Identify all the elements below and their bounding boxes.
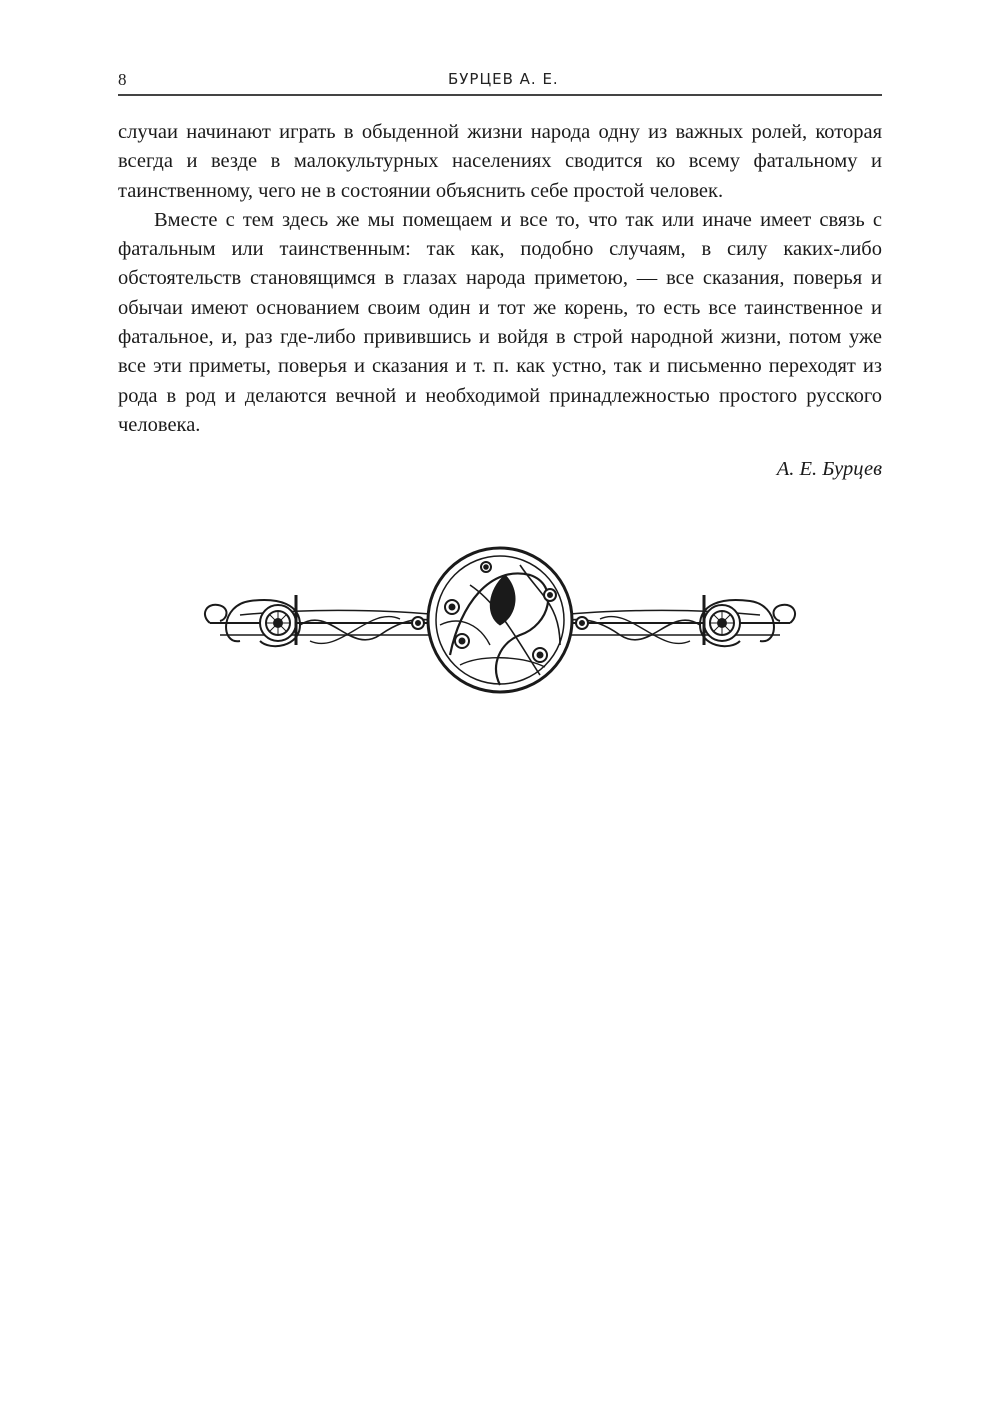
header-divider [118,94,882,96]
paragraph-1: случаи начинают играть в обыденной жизни народа одну из важных ролей, которая всегда и везде в малокультурных населениях сводится ко всему фатальному и таинственному, чего не в состоянии объяснить себе простой человек. [118,121,882,202]
running-header [118,68,882,94]
page-number: 8 [118,70,127,89]
body-text [118,118,882,440]
running-title: БУРЦЕВ А. Е. [448,70,559,88]
art-nouveau-vignette-icon [200,545,800,695]
paragraph-2: Вместе с тем здесь же мы помещаем и все то, что так или иначе имеет связь с фатальным или таинственным: так как, подобно случаям, в силу каких-либо обстоятельств становящимся в глазах народа приметою, — все сказания, поверья и обычаи имеют основанием своим один и тот же корень, то есть все таинственное и фатальное, и, раз где-либо привившись и войдя в строй народной жизни, потом уже все эти приметы, поверья и сказания и т. п. как устно, так и письменно переходят из рода в род и делаются вечной и необходимой принадлежностью простого русского человека. [118,208,882,436]
author-signature: А. Е. Бурцев [776,458,882,480]
